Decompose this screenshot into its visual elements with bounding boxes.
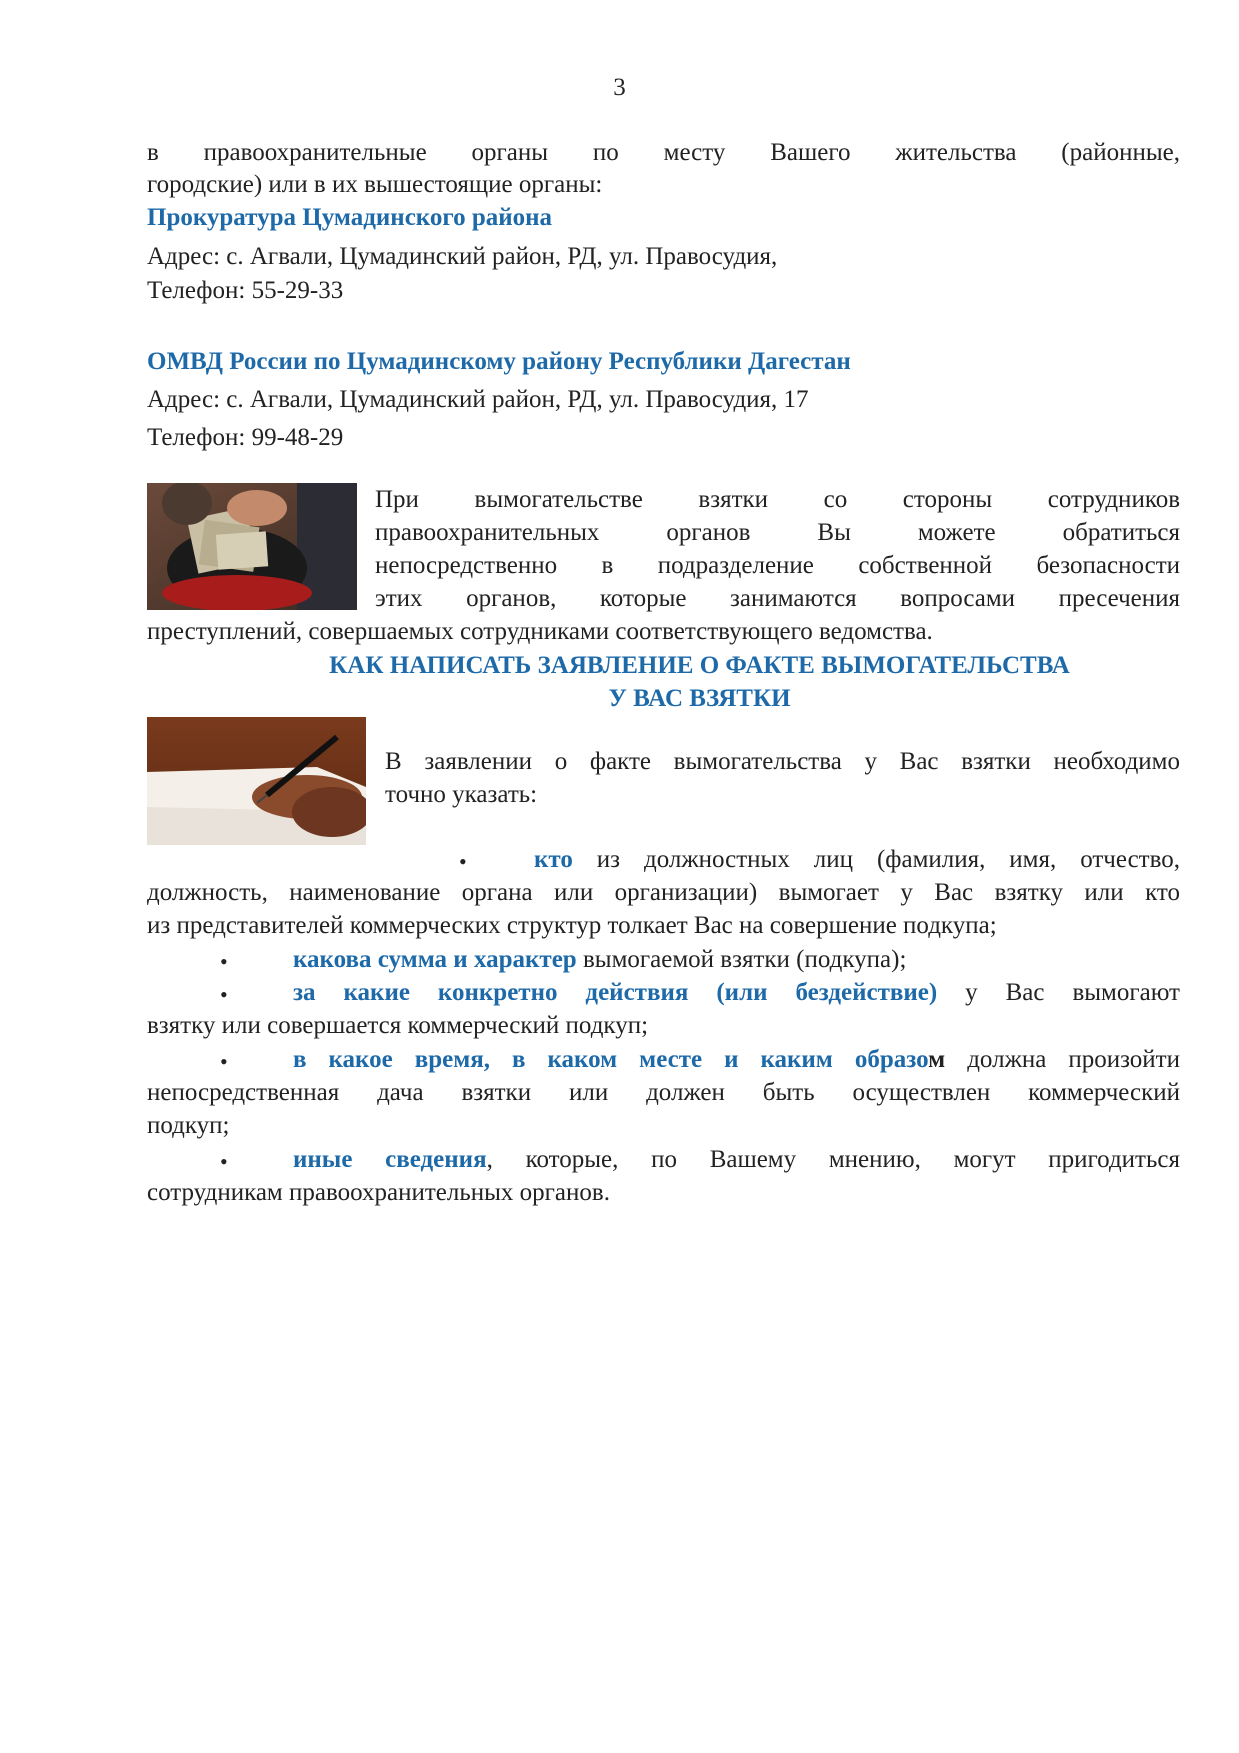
extortion-line-3: непосредственно в подразделение собственной безопасности bbox=[375, 552, 1180, 579]
extortion-line-1: При вымогательстве взятки со стороны сотрудников bbox=[375, 486, 1180, 513]
extortion-line-5: преступлений, совершаемых сотрудниками соответствующего ведомства. bbox=[147, 618, 933, 645]
bullet-1-bold: кто bbox=[534, 846, 573, 873]
bullet-5-line-2: сотрудникам правоохранительных органов. bbox=[147, 1179, 610, 1206]
bullet-4-line-1 bbox=[293, 1043, 1180, 1077]
intro-line-2: городские) или в их вышестоящие органы: bbox=[147, 171, 603, 198]
bullet-2-line-1 bbox=[293, 943, 1180, 977]
writing-hand-photo bbox=[147, 717, 366, 845]
section-title-line-2: У ВАС ВЗЯТКИ bbox=[608, 685, 791, 712]
bullet-4-bold: в какое время, в каком месте и каким образо bbox=[293, 1046, 929, 1073]
bullet-3-line-2: взятку или совершается коммерческий подкуп; bbox=[147, 1012, 649, 1039]
omvd-phone: Телефон: 99-48-29 bbox=[147, 424, 344, 451]
bullet-1-line-2: должность, наименование органа или организации) вымогает у Вас взятку или кто bbox=[147, 879, 1180, 906]
bullet-1-line-1 bbox=[534, 843, 1180, 877]
page-number: 3 bbox=[613, 74, 626, 101]
bullet-icon: • bbox=[220, 949, 228, 974]
prosecutor-phone: Телефон: 55-29-33 bbox=[147, 277, 344, 304]
bullet-2-text: вымогаемой взятки (подкупа); bbox=[576, 946, 907, 973]
section-title-line-1: КАК НАПИСАТЬ ЗАЯВЛЕНИЕ О ФАКТЕ ВЫМОГАТЕЛЬСТВА bbox=[329, 652, 1070, 679]
bullet-1-text: из должностных лиц (фамилия, имя, отчество, bbox=[572, 846, 1180, 873]
bullet-5-text: , которые, по Вашему мнению, могут пригодиться bbox=[486, 1146, 1180, 1173]
extortion-line-2: правоохранительных органов Вы можете обратиться bbox=[375, 519, 1180, 546]
bullet-icon: • bbox=[220, 982, 228, 1007]
extortion-line-4: этих органов, которые занимаются вопросами пресечения bbox=[375, 585, 1180, 612]
bullet-3-bold: за какие конкретно действия (или бездействие) bbox=[293, 979, 938, 1006]
bullet-4-line-2: непосредственная дача взятки или должен быть осуществлен коммерческий bbox=[147, 1079, 1180, 1106]
bullet-5-line-1 bbox=[293, 1143, 1180, 1177]
bullet-4-text: должна произойти bbox=[945, 1046, 1180, 1073]
bullet-5-bold: иные сведения bbox=[293, 1146, 487, 1173]
bullet-2-bold: какова сумма и характер bbox=[293, 946, 577, 973]
intro-line-1: в правоохранительные органы по месту Вашего жительства (районные, bbox=[147, 139, 1180, 166]
omvd-address: Адрес: с. Агвали, Цумадинский район, РД, ул. Правосудия, 17 bbox=[147, 386, 809, 413]
bullet-icon: • bbox=[459, 849, 467, 874]
bullet-icon: • bbox=[220, 1049, 228, 1074]
bullet-3-text: у Вас вымогают bbox=[937, 979, 1180, 1006]
bullet-icon: • bbox=[220, 1149, 228, 1174]
bullet-3-line-1 bbox=[293, 976, 1180, 1010]
prosecutor-name: Прокуратура Цумадинского района bbox=[147, 204, 553, 231]
statement-intro-line-1: В заявлении о факте вымогательства у Вас взятки необходимо bbox=[385, 748, 1180, 775]
bullet-4-line-3: подкуп; bbox=[147, 1112, 230, 1139]
bullet-4-bold-black: м bbox=[928, 1046, 946, 1073]
statement-intro-line-2: точно указать: bbox=[385, 781, 538, 808]
omvd-name: ОМВД России по Цумадинскому району Республики Дагестан bbox=[147, 348, 851, 375]
bullet-1-line-3: из представителей коммерческих структур толкает Вас на совершение подкупа; bbox=[147, 912, 997, 939]
bribe-money-photo bbox=[147, 483, 357, 610]
prosecutor-address: Адрес: с. Агвали, Цумадинский район, РД, ул. Правосудия, bbox=[147, 243, 778, 270]
